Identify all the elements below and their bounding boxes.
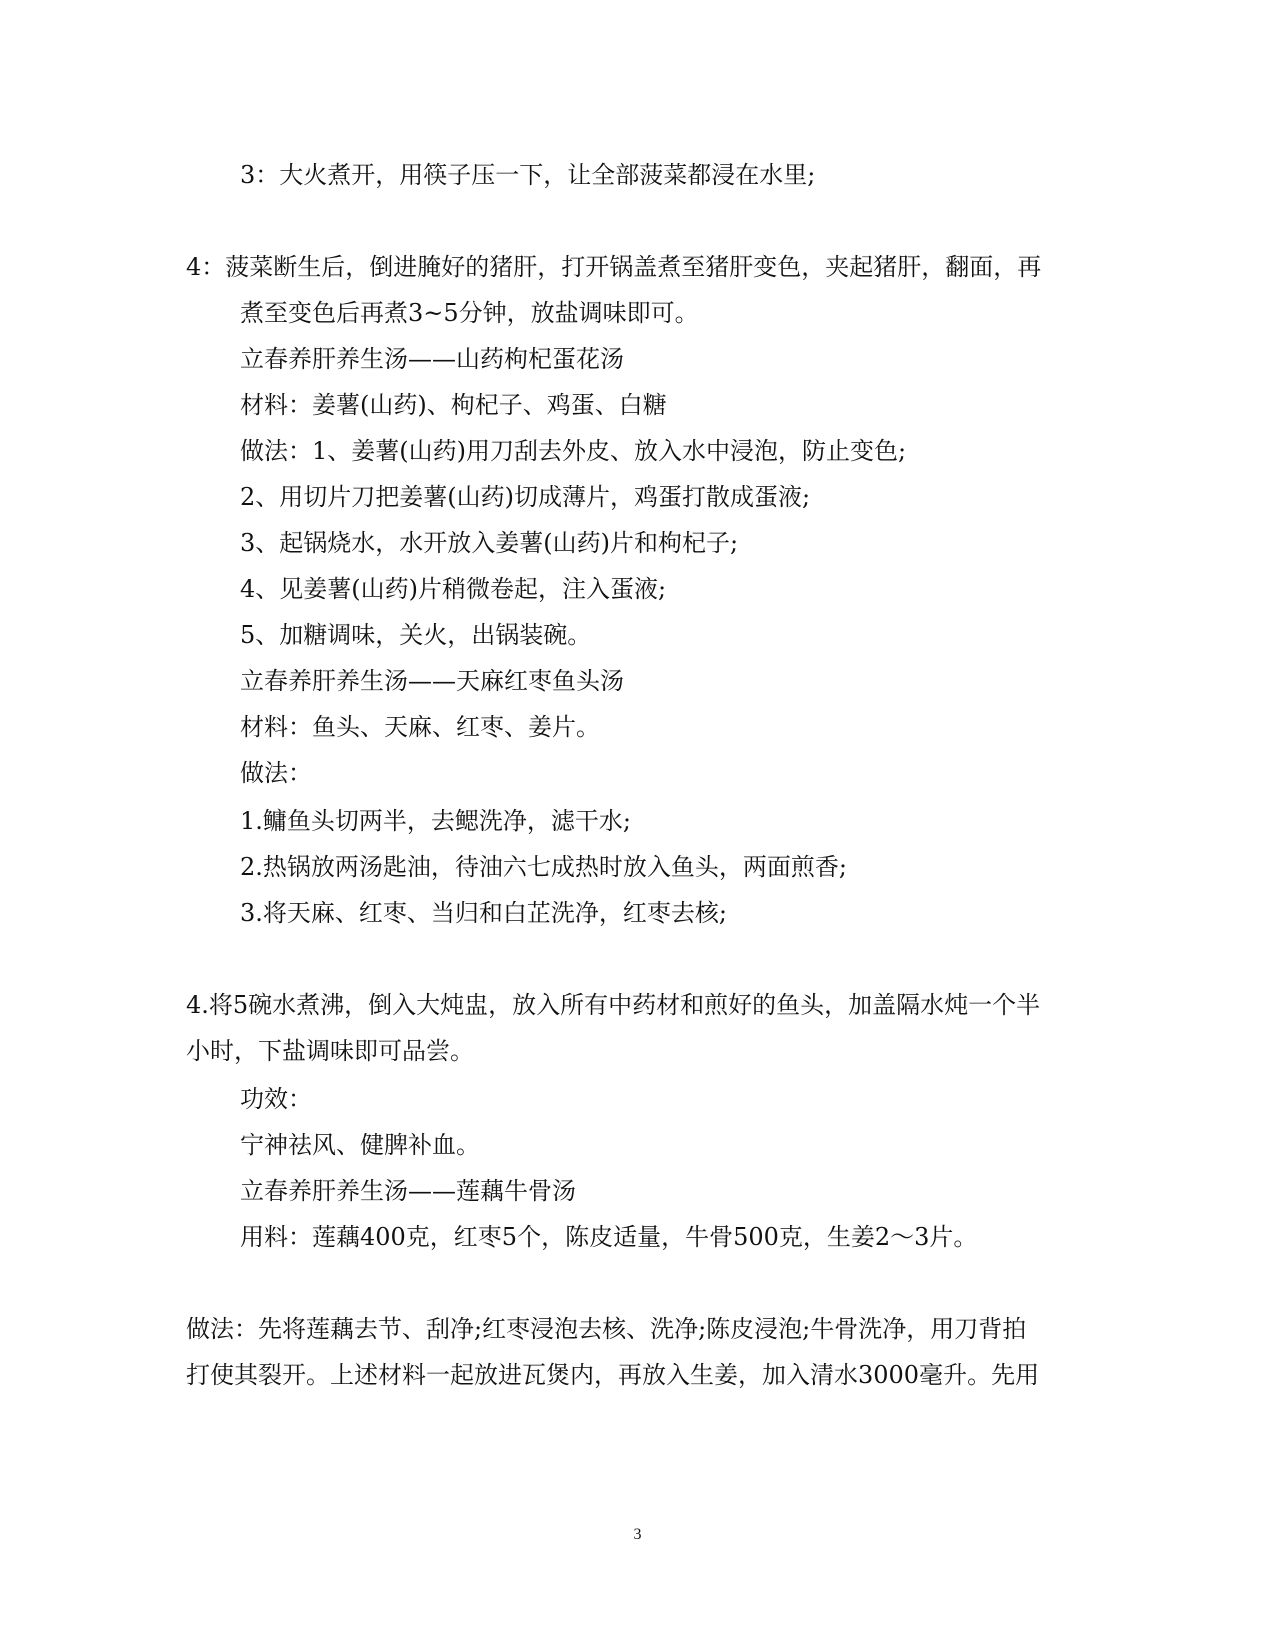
text-line: 打使其裂开。上述材料一起放进瓦煲内，再放入生姜，加入清水3000毫升。先用 bbox=[186, 1361, 1040, 1389]
text-line: 材料：鱼头、天麻、红枣、姜片。 bbox=[240, 713, 600, 741]
section-heading: 立春养肝养生汤——莲藕牛骨汤 bbox=[240, 1177, 576, 1205]
text-line: 4、见姜薯(山药)片稍微卷起，注入蛋液; bbox=[240, 575, 667, 603]
text-line: 材料：姜薯(山药)、枸杞子、鸡蛋、白糖 bbox=[240, 391, 667, 419]
text-line: 1.鳙鱼头切两半，去鳃洗净，滤干水; bbox=[240, 807, 631, 835]
text-line: 5、加糖调味，关火，出锅装碗。 bbox=[240, 621, 592, 649]
text-line: 3：大火煮开，用筷子压一下，让全部菠菜都浸在水里; bbox=[240, 161, 816, 189]
text-line: 3.将天麻、红枣、当归和白芷洗净，红枣去核; bbox=[240, 899, 727, 927]
text-line: 功效： bbox=[240, 1085, 312, 1113]
page-number: 3 bbox=[633, 1526, 642, 1543]
text-line: 用料：莲藕400克，红枣5个，陈皮适量，牛骨500克，生姜2～3片。 bbox=[240, 1223, 978, 1251]
section-heading: 立春养肝养生汤——山药枸杞蛋花汤 bbox=[240, 345, 624, 373]
text-line: 小时，下盐调味即可品尝。 bbox=[186, 1037, 474, 1065]
text-line: 3、起锅烧水，水开放入姜薯(山药)片和枸杞子; bbox=[240, 529, 739, 557]
text-line: 4：菠菜断生后，倒进腌好的猪肝，打开锅盖煮至猪肝变色，夹起猪肝，翻面，再 bbox=[186, 253, 1042, 281]
text-line: 宁神祛风、健脾补血。 bbox=[240, 1131, 480, 1159]
text-line: 做法：1、姜薯(山药)用刀刮去外皮、放入水中浸泡，防止变色; bbox=[240, 437, 907, 465]
text-line: 做法：先将莲藕去节、刮净;红枣浸泡去核、洗净;陈皮浸泡;牛骨洗净，用刀背拍 bbox=[186, 1315, 1027, 1343]
text-line: 煮至变色后再煮3~5分钟，放盐调味即可。 bbox=[240, 299, 699, 327]
text-line: 2.热锅放两汤匙油，待油六七成热时放入鱼头，两面煎香; bbox=[240, 853, 847, 881]
text-line: 做法： bbox=[240, 759, 312, 787]
section-heading: 立春养肝养生汤——天麻红枣鱼头汤 bbox=[240, 667, 624, 695]
text-line: 2、用切片刀把姜薯(山药)切成薄片，鸡蛋打散成蛋液; bbox=[240, 483, 811, 511]
text-line: 4.将5碗水煮沸，倒入大炖盅，放入所有中药材和煎好的鱼头，加盖隔水炖一个半 bbox=[186, 991, 1041, 1019]
